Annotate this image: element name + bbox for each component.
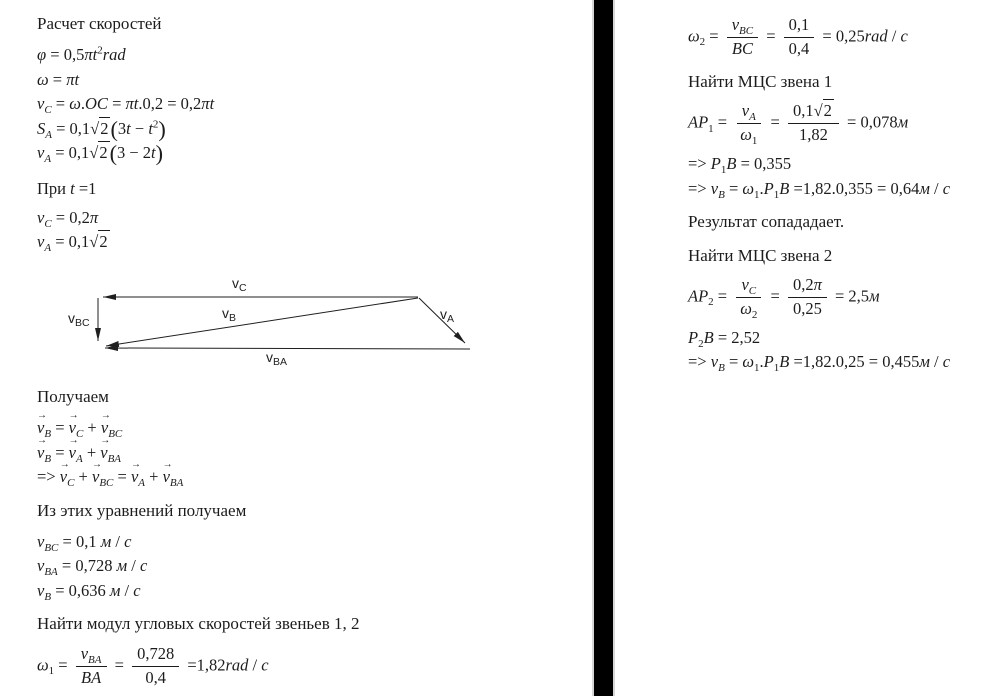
math-symbol: B xyxy=(44,452,52,465)
formula-line: => $v_B = \omega_1.P_1B =1,82.0,25 = 0,455м / с$ xyxy=(688,352,951,375)
math-symbol: ω xyxy=(740,125,752,145)
math-symbol: C xyxy=(44,104,52,117)
math-symbol: A xyxy=(138,477,145,490)
subscript: 1 xyxy=(773,188,780,201)
math-symbol: с xyxy=(139,556,148,576)
subscript xyxy=(76,453,83,465)
math-symbol: BC xyxy=(44,541,59,554)
math-symbol: B xyxy=(718,188,725,201)
subscript xyxy=(99,477,113,489)
vector-arrow-accent: → xyxy=(37,410,47,422)
math-symbol: ω xyxy=(69,94,81,114)
v-B-arrow xyxy=(106,298,418,346)
subscript xyxy=(44,153,51,165)
formula-line: => $v_B = \omega_1.P_1B =1,82.0,355 = 0,64м / с$ xyxy=(688,178,951,201)
math-symbol: B xyxy=(779,178,790,198)
math-symbol: м xyxy=(897,112,909,132)
math-symbol: v xyxy=(37,94,45,114)
subscript: 2 xyxy=(708,296,714,309)
math-symbol: φ xyxy=(37,45,47,65)
math-symbol: v xyxy=(741,274,749,294)
right-page-content xyxy=(688,16,1000,373)
math-symbol: v xyxy=(741,101,750,121)
fraction xyxy=(735,101,762,148)
math-symbol: м xyxy=(116,556,128,576)
math-symbol: rad xyxy=(102,45,126,65)
vector-arrow-accent: → xyxy=(100,434,111,446)
math-symbol: C xyxy=(748,284,757,297)
subscript: 1 xyxy=(708,122,714,135)
vector-symbol: v → xyxy=(37,410,47,438)
math-symbol: B xyxy=(779,352,790,372)
fraction: $\frac{0,1}{0,4}$ xyxy=(784,16,815,59)
subscript xyxy=(739,25,753,37)
math-symbol: v xyxy=(37,580,45,600)
vector-symbol: v → xyxy=(130,459,141,487)
math-symbol: ω xyxy=(742,352,755,372)
v-BA-label: $v_{BA}$ xyxy=(266,348,288,367)
math-symbol: B xyxy=(726,154,737,174)
velocity-vector-diagram xyxy=(37,265,592,367)
formula-line: => v → $_C$ + v → $_{BC}$ = v → $_A$ + v → $_{BA}$ xyxy=(37,459,184,490)
subscript xyxy=(749,285,756,297)
subscript xyxy=(45,129,52,141)
math-symbol: v xyxy=(710,352,719,372)
text-line: Найти МЦС звена 2 xyxy=(688,245,833,265)
v-BA-arrow xyxy=(105,348,470,349)
fraction: $\frac{0,728}{0,4}$ xyxy=(132,645,179,688)
math-symbol: v xyxy=(37,232,45,252)
math-symbol: AP xyxy=(688,112,709,132)
document-page-right xyxy=(615,0,1000,696)
formula-line: => $P_1B = 0,355$ xyxy=(688,154,792,177)
math-symbol: rad xyxy=(864,26,888,46)
formula-line: $v_B = 0,636$ м / с xyxy=(37,580,141,603)
vector-arrow-accent: → xyxy=(68,410,79,422)
math-symbol: B xyxy=(703,327,714,347)
text-line: Расчет скоростей xyxy=(37,14,162,33)
math-symbol: A xyxy=(45,128,52,141)
math-symbol: rad xyxy=(225,654,249,674)
subscript xyxy=(44,104,51,116)
math-symbol: P xyxy=(688,327,699,347)
math-symbol: BC xyxy=(99,477,114,490)
subscript xyxy=(718,189,725,201)
subscript: 2 xyxy=(699,36,706,49)
formula-line: $P_2B = 2,52$ xyxy=(688,327,761,350)
fraction xyxy=(735,276,762,319)
math-symbol: B xyxy=(44,590,52,603)
subscript xyxy=(44,542,58,554)
text-line: Получаем xyxy=(37,386,109,406)
subscript xyxy=(44,218,51,230)
subscript xyxy=(88,654,101,666)
vector-arrow-accent: → xyxy=(37,434,47,446)
math-symbol: BA xyxy=(44,566,58,579)
formula-line: $\varphi = 0,5\pi t^2rad$ xyxy=(37,44,126,65)
math-symbol: м xyxy=(869,286,880,306)
vector-arrow-accent: → xyxy=(59,459,70,471)
math-symbol: P xyxy=(763,352,774,372)
subscript: 1 xyxy=(751,135,758,148)
math-symbol: C xyxy=(75,428,84,441)
math-symbol: πt xyxy=(84,45,98,65)
math-symbol: t xyxy=(70,178,75,198)
math-symbol: v xyxy=(80,643,89,663)
math-symbol: BA xyxy=(169,477,184,490)
formula-line: $v_C = 0,2\pi$ xyxy=(37,208,99,231)
math-symbol: A xyxy=(44,242,52,255)
superscript: 2 xyxy=(97,44,103,57)
math-symbol: S xyxy=(37,118,46,138)
parenthesis: ) xyxy=(158,116,166,142)
math-symbol: BC xyxy=(731,38,753,58)
math-symbol: πt xyxy=(66,69,80,89)
math-symbol: с xyxy=(942,352,951,372)
v-A-label: $v_A$ xyxy=(440,305,455,325)
subscript: 1 xyxy=(754,362,760,375)
math-symbol: с xyxy=(133,580,141,600)
math-symbol: v xyxy=(37,143,45,163)
math-symbol: с xyxy=(124,531,132,551)
subscript: 1 xyxy=(773,362,780,375)
parenthesis: ( xyxy=(110,116,118,142)
square-root: √2 xyxy=(90,118,109,138)
formula-line: $v_A = 0,1√2(3 - 2t)$ xyxy=(37,140,164,166)
subscript: 2 xyxy=(751,308,758,321)
subscript xyxy=(170,477,183,489)
formula-line: $\omega_2$ = $\frac{v_{BC}}{BC}$ = $\frac{0,1}{0,4}$ = 0,25rad / с xyxy=(688,15,908,58)
formula-line: $AP_1$ = $\frac{v_A}{\omega_1}$ = $\frac{0,1√2}{1,82}$ = 0,078м xyxy=(688,101,909,148)
vector-symbol: v → xyxy=(91,459,102,487)
parenthesis: ) xyxy=(155,140,164,166)
subscript xyxy=(44,453,51,465)
vector-arrow-accent: → xyxy=(91,459,102,471)
vector-arrow-accent: → xyxy=(130,459,141,471)
math-symbol: м xyxy=(919,352,930,372)
subscript: 1 xyxy=(720,164,727,177)
subscript xyxy=(44,566,57,578)
math-symbol: πt xyxy=(125,94,139,114)
subscript xyxy=(44,242,51,254)
subscript: 1 xyxy=(754,188,760,201)
subscript xyxy=(67,477,74,489)
text-line: Найти МЦС звена 1 xyxy=(688,71,833,91)
page-divider xyxy=(594,0,613,696)
math-symbol: B xyxy=(718,362,725,375)
math-symbol: ω xyxy=(688,26,700,46)
vector-symbol: v → xyxy=(68,434,79,462)
fraction xyxy=(76,645,107,688)
math-symbol: v xyxy=(37,531,45,551)
math-symbol: π xyxy=(89,208,99,228)
math-symbol: BA xyxy=(81,667,102,687)
subscript: 1 xyxy=(48,664,55,677)
math-symbol: A xyxy=(749,111,756,124)
math-symbol: v xyxy=(731,15,740,34)
subscript xyxy=(108,453,121,465)
math-symbol: A xyxy=(75,452,83,465)
fraction xyxy=(727,16,758,59)
math-symbol: ω xyxy=(740,298,752,318)
math-symbol: ω xyxy=(37,69,49,89)
math-symbol: м xyxy=(100,531,112,551)
math-symbol: BA xyxy=(107,452,122,465)
subscript xyxy=(44,591,51,603)
vector-arrow-accent: → xyxy=(68,434,79,446)
square-root: √2 xyxy=(89,232,108,252)
square-root: √2 xyxy=(813,101,832,121)
math-symbol: с xyxy=(942,178,951,198)
vector-arrow-accent: → xyxy=(162,459,173,471)
math-symbol: t xyxy=(151,143,156,163)
formula-line: $v_A = 0,1√2$ xyxy=(37,232,108,255)
v-BC-label: $v_{BC}$ xyxy=(68,309,90,329)
formula-line: $S_A = 0,1√2(3t - t^2)$ xyxy=(37,116,166,142)
math-symbol: ω xyxy=(37,654,49,674)
parenthesis: ( xyxy=(109,140,117,166)
math-symbol: v xyxy=(37,208,45,228)
text-line: Из этих уравнений получаем xyxy=(37,500,247,520)
left-page-content xyxy=(37,14,592,688)
math-symbol: A xyxy=(44,153,52,166)
math-symbol: t xyxy=(126,118,131,138)
v-B-label: $v_B$ xyxy=(222,304,237,324)
math-symbol: πt xyxy=(201,94,215,114)
subscript xyxy=(138,477,145,489)
math-symbol: BA xyxy=(88,653,102,666)
math-symbol: P xyxy=(710,154,721,174)
text-line: Результат сопададает. xyxy=(688,212,845,232)
vector-symbol: v → xyxy=(100,410,111,438)
math-symbol: B xyxy=(44,428,52,441)
formula-line: v → $_B$ = v → $_C$ + v → $_{BC}$ xyxy=(37,410,123,441)
math-symbol: AP xyxy=(688,286,709,306)
vector-symbol: v → xyxy=(37,434,47,462)
subscript xyxy=(108,428,122,440)
math-symbol: OC xyxy=(85,94,108,114)
math-symbol: с xyxy=(900,26,908,46)
math-symbol: v xyxy=(37,556,45,576)
formula-line: v → $_B$ = v → $_A$ + v → $_{BA}$ xyxy=(37,434,122,465)
math-symbol: с xyxy=(261,654,269,674)
formula-line: При t =1 xyxy=(37,178,97,198)
fraction: $\frac{0,1√2}{1,82}$ xyxy=(788,102,839,145)
formula-line: $v_C = \omega.OC = \pi t.0,2 = 0,2\pi t$ xyxy=(37,94,215,117)
subscript: 2 xyxy=(698,337,704,350)
math-symbol: C xyxy=(67,477,75,490)
formula-line: ω = πt xyxy=(37,69,80,89)
math-symbol: π xyxy=(813,274,822,294)
vector-symbol: v → xyxy=(68,410,79,438)
vector-symbol: v → xyxy=(162,459,173,487)
math-symbol: BC xyxy=(739,25,754,37)
math-symbol: C xyxy=(44,218,52,231)
vector-arrow-accent: → xyxy=(100,410,111,422)
math-symbol: ω xyxy=(742,178,755,198)
formula-line: $v_{BC} = 0,1$ м / с xyxy=(37,531,132,554)
formula-line: $AP_2$ = $\frac{v_C}{\omega_2}$ = $\frac{0,2\pi}{0,25}$ = 2,5м xyxy=(688,274,880,321)
math-symbol: м xyxy=(109,580,121,600)
vector-symbol: v → xyxy=(100,434,111,462)
superscript: 2 xyxy=(152,118,159,131)
math-symbol: v xyxy=(710,178,719,198)
subscript xyxy=(718,362,725,374)
square-root: √2 xyxy=(89,143,108,163)
vector-symbol: v → xyxy=(59,459,70,487)
math-symbol: BC xyxy=(108,428,123,441)
v-C-label: $v_C$ xyxy=(232,274,247,294)
text-line: Найти модул угловых скоростей звеньев 1, 2 xyxy=(37,614,360,634)
math-symbol: P xyxy=(763,178,774,198)
subscript xyxy=(749,111,756,123)
formula-line: $v_{BA} = 0,728$ м / с xyxy=(37,556,148,579)
formula-line: $\omega_1$ = $\frac{v_{BA}}{BA}$ = $\frac{0,728}{0,4}$ =1,82rad / с xyxy=(37,643,269,687)
fraction: $\frac{0,2\pi}{0,25}$ xyxy=(788,276,827,319)
math-symbol: t xyxy=(148,118,153,138)
math-symbol: м xyxy=(919,178,930,198)
